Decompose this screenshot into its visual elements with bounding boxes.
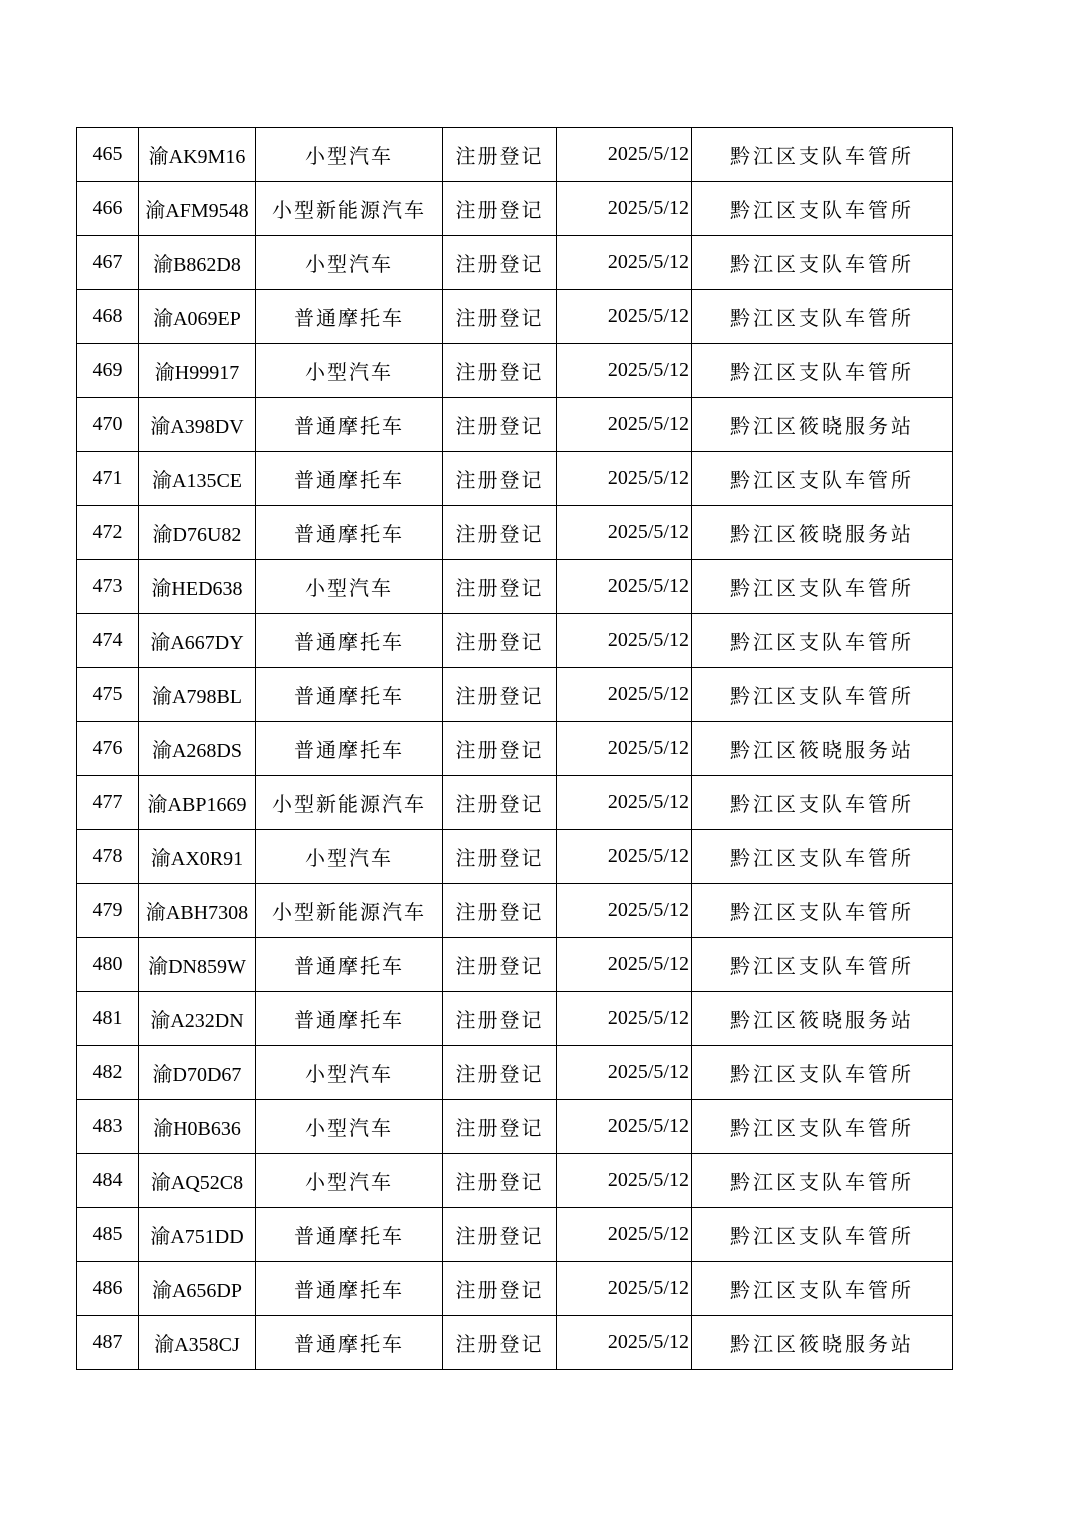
cell-vehicle-type: 小型汽车 [256, 1100, 443, 1154]
cell-vehicle-type: 小型汽车 [256, 344, 443, 398]
cell-office: 黔江区支队车管所 [692, 614, 953, 668]
cell-business-type: 注册登记 [443, 722, 557, 776]
cell-vehicle-type: 普通摩托车 [256, 614, 443, 668]
cell-serial-number: 474 [77, 614, 139, 668]
cell-serial-number: 477 [77, 776, 139, 830]
table-row [77, 1316, 953, 1370]
cell-vehicle-type: 普通摩托车 [256, 452, 443, 506]
cell-vehicle-type: 小型汽车 [256, 830, 443, 884]
cell-office: 黔江区支队车管所 [692, 668, 953, 722]
table-row [77, 452, 953, 506]
cell-office: 黔江区支队车管所 [692, 182, 953, 236]
table-row [77, 506, 953, 560]
cell-serial-number: 480 [77, 938, 139, 992]
cell-vehicle-type: 小型汽车 [256, 128, 443, 182]
table-row [77, 560, 953, 614]
cell-date: 2025/5/12 [557, 830, 692, 884]
cell-date: 2025/5/12 [557, 1208, 692, 1262]
cell-office: 黔江区筱晓服务站 [692, 1316, 953, 1370]
cell-business-type: 注册登记 [443, 1208, 557, 1262]
cell-date: 2025/5/12 [557, 614, 692, 668]
cell-date: 2025/5/12 [557, 182, 692, 236]
cell-date: 2025/5/12 [557, 290, 692, 344]
cell-plate-number: 渝HED638 [139, 560, 256, 614]
cell-date: 2025/5/12 [557, 506, 692, 560]
cell-serial-number: 487 [77, 1316, 139, 1370]
cell-date: 2025/5/12 [557, 1046, 692, 1100]
cell-plate-number: 渝A358CJ [139, 1316, 256, 1370]
cell-serial-number: 471 [77, 452, 139, 506]
table-row [77, 236, 953, 290]
cell-business-type: 注册登记 [443, 1046, 557, 1100]
cell-business-type: 注册登记 [443, 884, 557, 938]
cell-date: 2025/5/12 [557, 398, 692, 452]
cell-serial-number: 484 [77, 1154, 139, 1208]
cell-date: 2025/5/12 [557, 560, 692, 614]
cell-office: 黔江区支队车管所 [692, 236, 953, 290]
table-row [77, 398, 953, 452]
table-row [77, 1208, 953, 1262]
cell-business-type: 注册登记 [443, 1100, 557, 1154]
cell-plate-number: 渝A667DY [139, 614, 256, 668]
cell-business-type: 注册登记 [443, 236, 557, 290]
cell-plate-number: 渝A232DN [139, 992, 256, 1046]
cell-vehicle-type: 小型新能源汽车 [256, 182, 443, 236]
cell-serial-number: 473 [77, 560, 139, 614]
cell-office: 黔江区支队车管所 [692, 560, 953, 614]
cell-vehicle-type: 普通摩托车 [256, 290, 443, 344]
cell-vehicle-type: 小型新能源汽车 [256, 776, 443, 830]
cell-office: 黔江区支队车管所 [692, 452, 953, 506]
cell-serial-number: 466 [77, 182, 139, 236]
cell-business-type: 注册登记 [443, 992, 557, 1046]
cell-serial-number: 478 [77, 830, 139, 884]
cell-vehicle-type: 普通摩托车 [256, 1262, 443, 1316]
cell-office: 黔江区支队车管所 [692, 1154, 953, 1208]
cell-office: 黔江区支队车管所 [692, 1262, 953, 1316]
cell-plate-number: 渝A398DV [139, 398, 256, 452]
registration-table [76, 127, 953, 1370]
cell-date: 2025/5/12 [557, 452, 692, 506]
cell-serial-number: 481 [77, 992, 139, 1046]
cell-vehicle-type: 小型汽车 [256, 1046, 443, 1100]
cell-date: 2025/5/12 [557, 128, 692, 182]
cell-date: 2025/5/12 [557, 1154, 692, 1208]
cell-date: 2025/5/12 [557, 1100, 692, 1154]
cell-serial-number: 476 [77, 722, 139, 776]
table-row [77, 290, 953, 344]
cell-business-type: 注册登记 [443, 776, 557, 830]
cell-plate-number: 渝A268DS [139, 722, 256, 776]
cell-office: 黔江区筱晓服务站 [692, 992, 953, 1046]
cell-vehicle-type: 普通摩托车 [256, 722, 443, 776]
cell-date: 2025/5/12 [557, 344, 692, 398]
cell-plate-number: 渝B862D8 [139, 236, 256, 290]
cell-business-type: 注册登记 [443, 938, 557, 992]
cell-vehicle-type: 普通摩托车 [256, 1316, 443, 1370]
cell-business-type: 注册登记 [443, 1316, 557, 1370]
table-row [77, 830, 953, 884]
cell-vehicle-type: 普通摩托车 [256, 506, 443, 560]
cell-office: 黔江区支队车管所 [692, 938, 953, 992]
cell-vehicle-type: 普通摩托车 [256, 938, 443, 992]
cell-plate-number: 渝A798BL [139, 668, 256, 722]
cell-serial-number: 485 [77, 1208, 139, 1262]
cell-vehicle-type: 普通摩托车 [256, 398, 443, 452]
cell-vehicle-type: 小型汽车 [256, 236, 443, 290]
table-row [77, 992, 953, 1046]
cell-office: 黔江区支队车管所 [692, 344, 953, 398]
table-row [77, 1046, 953, 1100]
table-row [77, 1100, 953, 1154]
cell-office: 黔江区支队车管所 [692, 830, 953, 884]
cell-plate-number: 渝H99917 [139, 344, 256, 398]
cell-date: 2025/5/12 [557, 236, 692, 290]
cell-serial-number: 472 [77, 506, 139, 560]
cell-office: 黔江区筱晓服务站 [692, 506, 953, 560]
cell-business-type: 注册登记 [443, 668, 557, 722]
cell-plate-number: 渝A656DP [139, 1262, 256, 1316]
cell-plate-number: 渝A069EP [139, 290, 256, 344]
cell-serial-number: 465 [77, 128, 139, 182]
cell-vehicle-type: 小型新能源汽车 [256, 884, 443, 938]
cell-business-type: 注册登记 [443, 344, 557, 398]
table-row [77, 668, 953, 722]
cell-office: 黔江区支队车管所 [692, 884, 953, 938]
cell-serial-number: 467 [77, 236, 139, 290]
cell-business-type: 注册登记 [443, 614, 557, 668]
cell-business-type: 注册登记 [443, 1154, 557, 1208]
cell-date: 2025/5/12 [557, 1316, 692, 1370]
cell-office: 黔江区支队车管所 [692, 128, 953, 182]
table-row [77, 128, 953, 182]
cell-serial-number: 470 [77, 398, 139, 452]
cell-vehicle-type: 普通摩托车 [256, 1208, 443, 1262]
cell-plate-number: 渝DN859W [139, 938, 256, 992]
cell-serial-number: 469 [77, 344, 139, 398]
table-row [77, 776, 953, 830]
cell-office: 黔江区筱晓服务站 [692, 722, 953, 776]
cell-date: 2025/5/12 [557, 884, 692, 938]
cell-business-type: 注册登记 [443, 560, 557, 614]
cell-date: 2025/5/12 [557, 1262, 692, 1316]
cell-date: 2025/5/12 [557, 992, 692, 1046]
cell-office: 黔江区支队车管所 [692, 290, 953, 344]
table-row [77, 614, 953, 668]
cell-plate-number: 渝AX0R91 [139, 830, 256, 884]
table-row [77, 722, 953, 776]
cell-serial-number: 486 [77, 1262, 139, 1316]
cell-serial-number: 482 [77, 1046, 139, 1100]
cell-business-type: 注册登记 [443, 290, 557, 344]
cell-office: 黔江区支队车管所 [692, 1208, 953, 1262]
cell-date: 2025/5/12 [557, 668, 692, 722]
cell-vehicle-type: 普通摩托车 [256, 668, 443, 722]
cell-serial-number: 483 [77, 1100, 139, 1154]
table-body [77, 128, 953, 1370]
cell-plate-number: 渝H0B636 [139, 1100, 256, 1154]
cell-date: 2025/5/12 [557, 938, 692, 992]
cell-office: 黔江区筱晓服务站 [692, 398, 953, 452]
cell-business-type: 注册登记 [443, 182, 557, 236]
cell-plate-number: 渝D76U82 [139, 506, 256, 560]
table-row [77, 884, 953, 938]
cell-vehicle-type: 小型汽车 [256, 560, 443, 614]
cell-plate-number: 渝D70D67 [139, 1046, 256, 1100]
cell-office: 黔江区支队车管所 [692, 776, 953, 830]
cell-serial-number: 479 [77, 884, 139, 938]
cell-plate-number: 渝A751DD [139, 1208, 256, 1262]
cell-business-type: 注册登记 [443, 128, 557, 182]
cell-serial-number: 468 [77, 290, 139, 344]
table-row [77, 182, 953, 236]
cell-plate-number: 渝A135CE [139, 452, 256, 506]
table-row [77, 1262, 953, 1316]
cell-plate-number: 渝ABH7308 [139, 884, 256, 938]
cell-plate-number: 渝AQ52C8 [139, 1154, 256, 1208]
cell-serial-number: 475 [77, 668, 139, 722]
cell-business-type: 注册登记 [443, 830, 557, 884]
cell-office: 黔江区支队车管所 [692, 1046, 953, 1100]
cell-plate-number: 渝AK9M16 [139, 128, 256, 182]
cell-business-type: 注册登记 [443, 506, 557, 560]
table-row [77, 938, 953, 992]
table-row [77, 1154, 953, 1208]
cell-date: 2025/5/12 [557, 722, 692, 776]
cell-office: 黔江区支队车管所 [692, 1100, 953, 1154]
cell-plate-number: 渝ABP1669 [139, 776, 256, 830]
cell-vehicle-type: 普通摩托车 [256, 992, 443, 1046]
cell-date: 2025/5/12 [557, 776, 692, 830]
cell-business-type: 注册登记 [443, 398, 557, 452]
cell-vehicle-type: 小型汽车 [256, 1154, 443, 1208]
table-row [77, 344, 953, 398]
cell-business-type: 注册登记 [443, 1262, 557, 1316]
cell-business-type: 注册登记 [443, 452, 557, 506]
cell-plate-number: 渝AFM9548 [139, 182, 256, 236]
